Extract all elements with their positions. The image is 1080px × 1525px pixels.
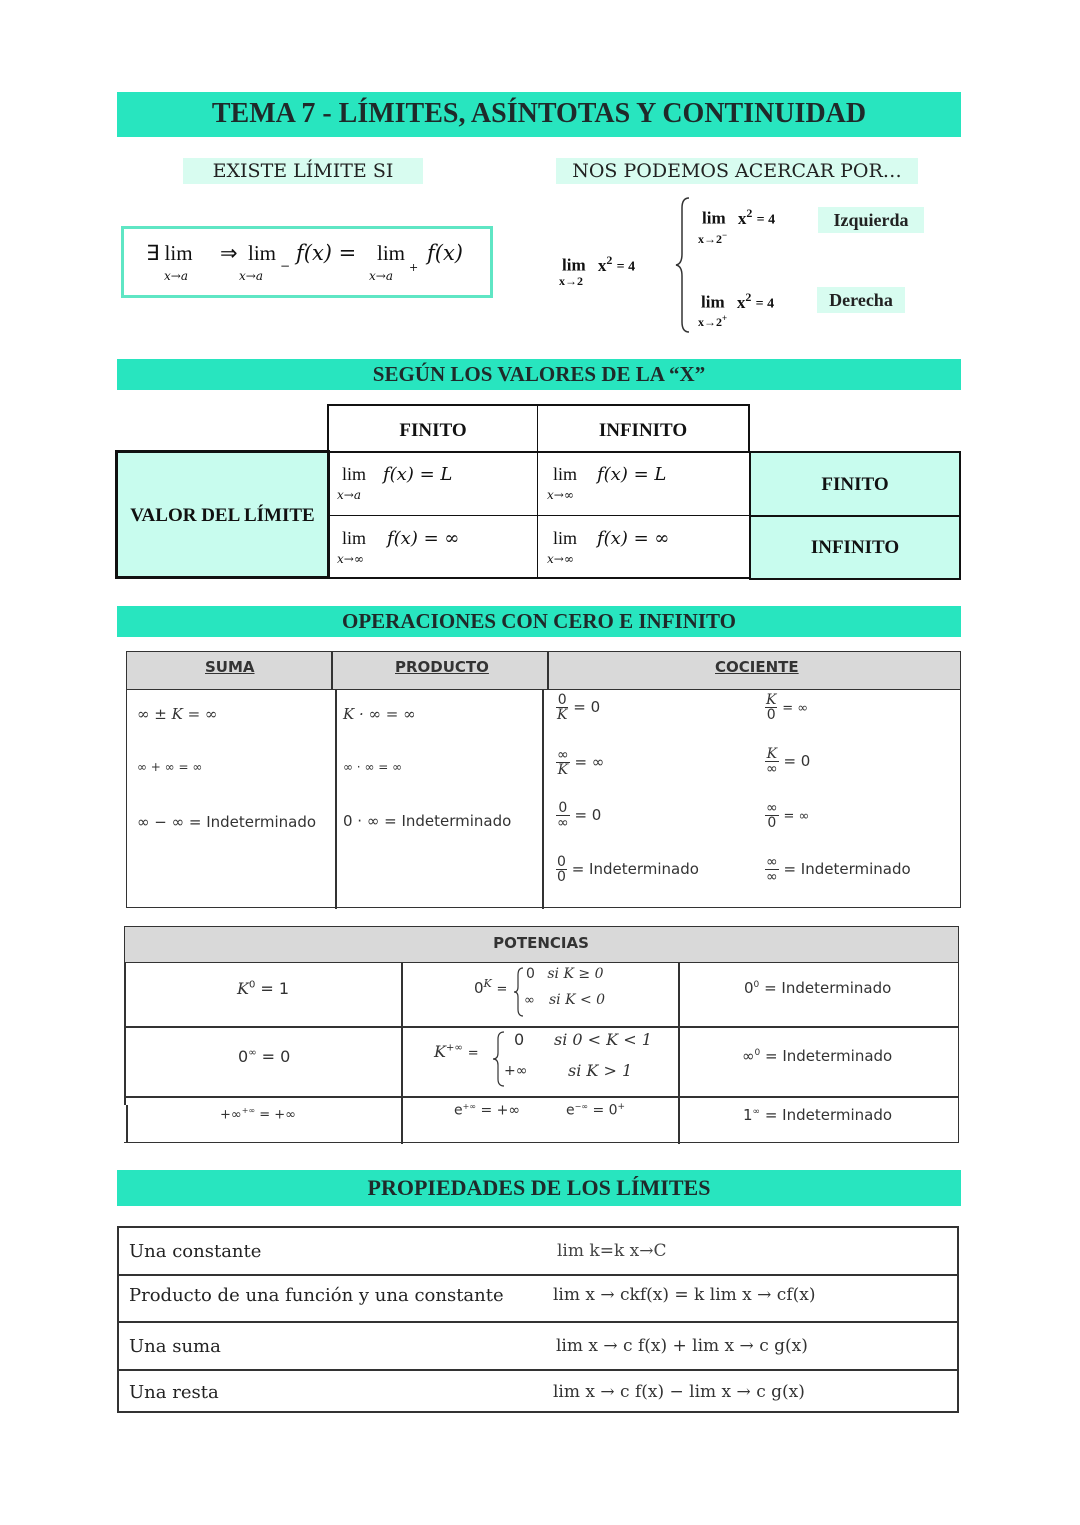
cociente-right-3 <box>765 801 809 830</box>
prop-hline-2 <box>119 1321 957 1323</box>
main-lim-sq: 2 <box>606 253 613 267</box>
prop-row-3-formula: lim x → c f(x) + lim x → c g(x) <box>556 1336 808 1356</box>
pot-inf0 <box>742 1047 892 1065</box>
cociente-left-3 <box>556 801 601 830</box>
pot-zinf-sup: ∞ <box>248 1047 257 1059</box>
segun-r2c1 <box>329 516 538 579</box>
potencias-table <box>124 926 959 1143</box>
cr2-den: ∞ <box>766 761 778 777</box>
pot-k0-base: K <box>237 979 249 998</box>
suma-item-3: ∞ − ∞ = Indeterminado <box>137 813 317 831</box>
pot-zk-c2: ∞ <box>524 993 535 1008</box>
cr2-num: K <box>766 746 778 762</box>
r1c2-lim: lim <box>553 464 578 484</box>
existe-sub-3: x→a <box>369 269 393 283</box>
cr2-res: = 0 <box>783 752 811 770</box>
pot-vline-2 <box>678 963 680 1144</box>
cl1-res: = 0 <box>573 698 601 716</box>
left-lim-word: lim <box>702 208 726 228</box>
pot-zk <box>474 977 507 997</box>
segun-title: SEGÚN LOS VALORES DE LA “X” <box>372 362 706 386</box>
pot-k0 <box>237 979 289 998</box>
cociente-header: COCIENTE <box>715 658 799 676</box>
prop-hline-1 <box>119 1274 957 1276</box>
cr1-res: = ∞ <box>782 701 809 716</box>
cociente-left-2 <box>556 748 604 777</box>
pot-k0-eq: = 1 <box>260 979 290 998</box>
implies-symbol: ⇒ <box>220 241 238 265</box>
pot-kinf-sup: +∞ <box>445 1042 463 1054</box>
main-limit <box>562 253 635 276</box>
r1c1-sub: x→a <box>337 488 361 502</box>
prop-row-4-formula: lim x → c f(x) − lim x → c g(x) <box>553 1382 805 1402</box>
right-lim-sq: 2 <box>745 290 752 304</box>
suma-item-1: ∞ ± K = ∞ <box>137 705 218 723</box>
op-divider-2 <box>547 652 549 689</box>
left-lim-sub <box>698 230 727 247</box>
left-lim-sup: − <box>722 230 728 240</box>
title-band <box>117 92 961 137</box>
cr3-res: = ∞ <box>783 809 810 824</box>
pot-k0-sup: 0 <box>248 979 256 991</box>
r2c1-lim: lim <box>342 528 367 548</box>
pot-inf0-sup: 0 <box>754 1048 761 1058</box>
acercar-brace <box>674 196 694 334</box>
right-lim-expr: x <box>736 292 746 312</box>
right-lim-eq: = 4 <box>755 296 775 312</box>
producto-item-2: ∞ · ∞ = ∞ <box>343 760 403 774</box>
prop-row-2-label: Producto de una función y una constante <box>129 1285 504 1306</box>
cl1-den: K <box>557 707 568 723</box>
pot-zinf <box>238 1047 290 1066</box>
main-lim-sub: x→2 <box>559 274 583 288</box>
cl3-res: = 0 <box>574 806 602 824</box>
pot-infinf-base: +∞ <box>220 1107 242 1123</box>
op-divider-1b <box>335 689 337 909</box>
cociente-left-4 <box>556 855 699 884</box>
pot-zinf-eq: = 0 <box>261 1047 291 1066</box>
segun-r1c1 <box>329 452 538 516</box>
prop-row-1-label: Una constante <box>129 1241 262 1262</box>
cr4-res: = Indeterminado <box>783 860 911 878</box>
propiedades-band <box>117 1170 961 1206</box>
pot-e-minus <box>566 1102 625 1119</box>
pot-e2-base: e <box>566 1102 575 1119</box>
cociente-right-4 <box>765 855 911 884</box>
cociente-right-2 <box>765 747 810 776</box>
pot-oneinf <box>743 1106 892 1124</box>
pot-hline-2 <box>125 1096 958 1098</box>
valor-limite-cell <box>115 450 330 579</box>
pot-hline-1 <box>125 1026 958 1028</box>
pot-inf0-base: ∞ <box>742 1047 755 1065</box>
page-title: TEMA 7 - LÍMITES, ASÍNTOTAS Y CONTINUIDAD <box>211 98 867 129</box>
pot-zk-case-1 <box>526 966 603 982</box>
existe-sub-2: x→a <box>239 269 263 283</box>
minus-sup: − <box>280 259 291 273</box>
r1c2-expr: f(x) = L <box>597 464 667 485</box>
pot-kinf-eq: = <box>467 1046 479 1061</box>
derecha-label: Derecha <box>817 287 905 313</box>
potencias-header: POTENCIAS <box>493 934 589 952</box>
segun-header-infinito <box>537 404 750 453</box>
r1c2-sub: x→∞ <box>547 488 574 502</box>
cl4-den: 0 <box>557 869 566 885</box>
cr1-den: 0 <box>766 707 776 723</box>
existe-label: EXISTE LÍMITE SI <box>183 158 423 184</box>
cr3-den: 0 <box>767 815 777 831</box>
producto-header: PRODUCTO <box>395 658 489 676</box>
pot-kinf-base: K <box>434 1042 446 1061</box>
cl2-den: K <box>557 762 569 778</box>
cl4-num: 0 <box>557 854 566 870</box>
plus-sup: + <box>409 261 419 274</box>
pot-oneinf-base: 1 <box>743 1106 753 1124</box>
op-divider-1 <box>331 652 333 689</box>
pot-kinf-c2: +∞ <box>504 1063 528 1079</box>
producto-item-1: K · ∞ = ∞ <box>343 705 416 723</box>
existe-formula-box <box>121 226 493 298</box>
pot-vline-1 <box>401 963 403 1144</box>
operaciones-table <box>126 651 961 908</box>
segun-header-finito <box>327 404 538 453</box>
pot-zk-base: 0 <box>474 979 484 997</box>
cl2-num: ∞ <box>557 747 569 763</box>
acercar-label: NOS PODEMOS ACERCAR POR… <box>556 158 918 184</box>
cociente-left-1 <box>556 693 600 722</box>
pot-inf0-eq: = Indeterminado <box>765 1047 893 1065</box>
cr4-num: ∞ <box>766 854 778 870</box>
left-lim: lim <box>248 241 277 265</box>
r2c2-expr: f(x) = ∞ <box>597 528 670 549</box>
pot-kinf-c2-cond: si K > 1 <box>568 1061 633 1080</box>
valor-limite-text: VALOR DEL LÍMITE <box>130 505 315 526</box>
right-lim-sup: + <box>722 313 728 323</box>
potencias-left-border-bottom <box>126 1105 128 1143</box>
op-divider-2b <box>542 689 544 909</box>
pot-kinf <box>434 1042 479 1061</box>
left-limit <box>702 206 775 229</box>
pot-zz-base: 0 <box>744 979 754 997</box>
result-finito-text: FINITO <box>821 474 889 495</box>
pot-infinf <box>220 1106 296 1122</box>
pot-oneinf-eq: = Indeterminado <box>764 1106 893 1124</box>
pot-zk-c1-cond: si K ≥ 0 <box>547 966 604 982</box>
main-lim-expr: x <box>597 255 607 275</box>
pot-kinf-case-1 <box>514 1030 524 1049</box>
left-fx: f(x) = <box>296 241 357 265</box>
prop-row-3-label: Una suma <box>129 1336 221 1357</box>
pot-zk-case-2 <box>524 992 605 1008</box>
cl1-num: 0 <box>557 692 567 708</box>
pot-kinf-c1: 0 <box>514 1030 525 1049</box>
pot-infinf-eq: = +∞ <box>259 1107 296 1123</box>
existe-sub-1: x→a <box>164 269 188 283</box>
pot-zk-sup: K <box>483 977 492 990</box>
cl4-res: = Indeterminado <box>571 860 699 878</box>
pot-kinf-case-1-cond <box>554 1030 652 1049</box>
segun-header-finito-text: FINITO <box>399 420 467 441</box>
pot-zz-eq: = Indeterminado <box>764 979 892 997</box>
segun-band <box>117 359 961 390</box>
pot-zk-eq: = <box>496 982 508 997</box>
segun-r1c2 <box>538 452 750 516</box>
propiedades-table <box>117 1226 959 1413</box>
cr1-num: K <box>766 692 777 708</box>
segun-r2c2 <box>538 516 750 579</box>
pot-kinf-case-2-cond <box>568 1061 632 1080</box>
r1c1-lim: lim <box>342 464 367 484</box>
right-lim-sub <box>698 313 727 330</box>
left-lim-eq: = 4 <box>756 212 776 228</box>
cr3-num: ∞ <box>766 800 778 816</box>
pot-e1-eq: = +∞ <box>480 1102 521 1119</box>
pot-oneinf-sup: ∞ <box>752 1107 761 1117</box>
cociente-right-1 <box>765 693 808 722</box>
r2c2-lim: lim <box>553 528 578 548</box>
operaciones-title: OPERACIONES CON CERO E INFINITO <box>341 609 736 633</box>
left-lim-expr: x <box>737 208 747 228</box>
pot-zinf-base: 0 <box>238 1047 249 1066</box>
prop-row-2-formula: lim x → ckf(x) = k lim x → cf(x) <box>553 1285 816 1305</box>
izquierda-label: Izquierda <box>818 207 924 233</box>
pot-infinf-sup: +∞ <box>241 1106 256 1115</box>
right-fx: f(x) <box>427 241 464 265</box>
result-infinito-text: INFINITO <box>810 537 900 558</box>
cl3-num: 0 <box>556 801 570 816</box>
right-lim-sub-text: x→2 <box>698 315 722 329</box>
pot-zk-c2-cond: si K < 0 <box>548 992 606 1008</box>
cl2-res: = ∞ <box>574 753 605 771</box>
prop-row-1-formula: lim k=k x→C <box>557 1241 667 1261</box>
r2c1-sub: x→∞ <box>337 552 364 566</box>
r2c1-expr: f(x) = ∞ <box>387 528 460 549</box>
suma-header: SUMA <box>205 658 255 676</box>
pot-e1-base: e <box>454 1102 463 1119</box>
result-finito-cell <box>749 451 961 517</box>
pot-zz-sup: 0 <box>753 980 760 990</box>
suma-item-2: ∞ + ∞ = ∞ <box>137 760 203 774</box>
propiedades-title: PROPIEDADES DE LOS LÍMITES <box>367 1175 711 1200</box>
pot-kinf-case-2 <box>504 1063 527 1079</box>
pot-e2-eq: = 0 <box>592 1102 618 1119</box>
pot-e2-sup2: + <box>617 1102 626 1112</box>
right-limit <box>701 290 774 313</box>
pot-kinf-c1-cond: si 0 < K < 1 <box>554 1030 652 1049</box>
main-lim-word: lim <box>562 255 586 275</box>
result-infinito-cell <box>749 515 961 580</box>
operaciones-band <box>117 606 961 637</box>
cr4-den: ∞ <box>766 869 778 885</box>
prop-hline-3 <box>119 1369 957 1371</box>
segun-header-infinito-text: INFINITO <box>598 420 688 441</box>
prop-row-4-label: Una resta <box>129 1382 219 1403</box>
pot-e2-sup: −∞ <box>574 1102 588 1111</box>
producto-item-3: 0 · ∞ = Indeterminado <box>343 812 512 830</box>
pot-zk-c1: 0 <box>526 966 535 982</box>
cl3-den: ∞ <box>557 815 569 831</box>
left-lim-sq: 2 <box>746 206 753 220</box>
left-lim-sub-text: x→2 <box>698 232 722 246</box>
r2c2-sub: x→∞ <box>547 552 574 566</box>
right-lim-word: lim <box>701 292 725 312</box>
pot-e-plus <box>454 1102 520 1119</box>
main-lim-eq: = 4 <box>616 259 636 275</box>
pot-e1-sup: +∞ <box>462 1102 476 1111</box>
right-lim: lim <box>377 241 406 265</box>
pot-zz <box>744 979 891 997</box>
exists-lim: ∃ lim <box>146 241 193 265</box>
r1c1-expr: f(x) = L <box>383 464 453 485</box>
